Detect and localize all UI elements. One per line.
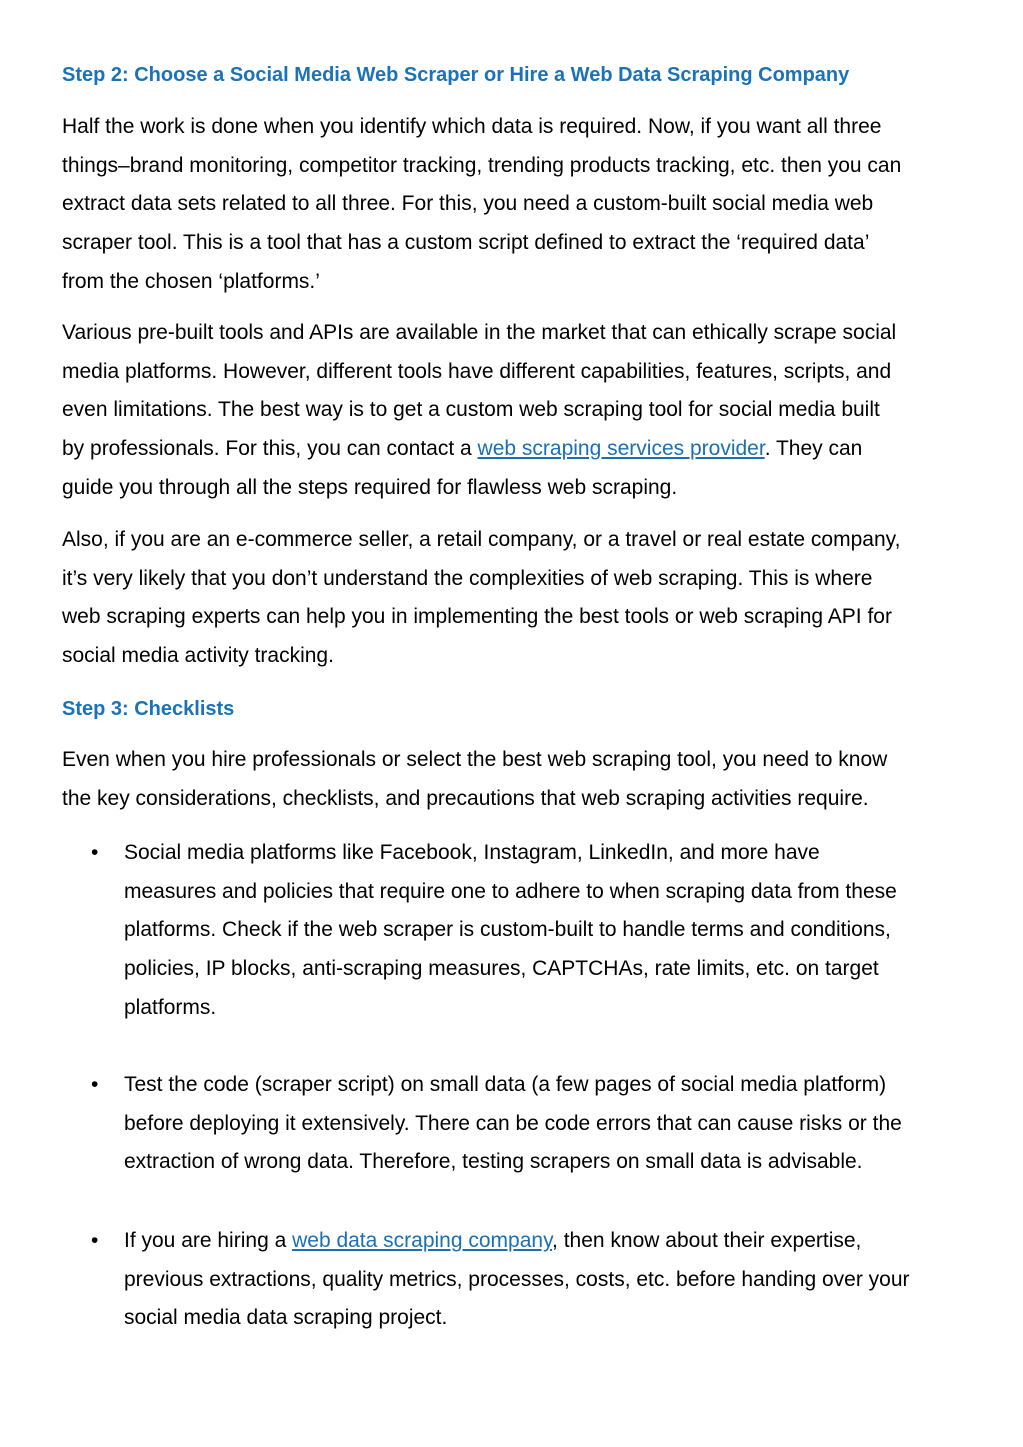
web-data-scraping-company-link[interactable]: web data scraping company [292, 1229, 553, 1252]
text-line: guide you through all the steps required for flawless web scraping. [62, 475, 678, 499]
step2-paragraph-1 [62, 108, 967, 302]
text-line: previous extractions, quality metrics, processes, costs, etc. before handing over your [124, 1267, 910, 1291]
text-line: Test the code (scraper script) on small data (a few pages of social media platform) [124, 1073, 887, 1096]
step2-paragraph-3 [62, 521, 967, 676]
text-line: web scraping experts can help you in implementing the best tools or web scraping API for [62, 605, 892, 629]
text-segment: by professionals. For this, you can contact a [62, 437, 478, 461]
text-line: media platforms. However, different tools have different capabilities, features, scripts, and [62, 359, 892, 383]
web-scraping-services-provider-link[interactable]: web scraping services provider [477, 437, 765, 461]
text-line: Various pre-built tools and APIs are available in the market that can ethically scrape social [62, 321, 897, 344]
text-line [124, 1222, 910, 1261]
text-line: platforms. [124, 995, 217, 1019]
text-line: scraper tool. This is a tool that has a custom script defined to extract the ‘required data’ [62, 231, 870, 255]
step2-heading: Step 2: Choose a Social Media Web Scraper or Hire a Web Data Scraping Company [62, 64, 850, 86]
text-line: social media activity tracking. [62, 644, 334, 668]
text-line: it’s very likely that you don’t understand the complexities of web scraping. This is where [62, 566, 873, 590]
text-line: policies, IP blocks, anti-scraping measures, CAPTCHAs, rate limits, etc. on target [124, 957, 879, 981]
text-line [62, 430, 967, 469]
bullet-icon: • [91, 1229, 99, 1252]
text-line: Also, if you are an e-commerce seller, a retail company, or a travel or real estate company, [62, 528, 901, 551]
bullet-icon: • [91, 1073, 99, 1096]
checklist-item-text [124, 1222, 910, 1338]
text-line: Half the work is done when you identify which data is required. Now, if you want all three [62, 115, 882, 138]
checklist-item-text [124, 1066, 902, 1182]
step3-intro-paragraph [62, 741, 967, 818]
text-line: extract data sets related to all three. For this, you need a custom-built social media web [62, 192, 874, 216]
text-line: social media data scraping project. [124, 1306, 448, 1330]
text-line: extraction of wrong data. Therefore, testing scrapers on small data is advisable. [124, 1150, 863, 1174]
text-line: from the chosen ‘platforms.’ [62, 269, 320, 293]
text-line: measures and policies that require one to adhere to when scraping data from these [124, 879, 897, 903]
step3-heading: Step 3: Checklists [62, 698, 235, 720]
bullet-icon: • [91, 841, 99, 864]
text-line: the key considerations, checklists, and precautions that web scraping activities require. [62, 786, 869, 810]
text-line: platforms. Check if the web scraper is custom-built to handle terms and conditions, [124, 918, 891, 942]
text-line: Even when you hire professionals or select the best web scraping tool, you need to know [62, 748, 888, 771]
text-segment: , then know about their expertise, [552, 1229, 862, 1252]
checklist-item-text [124, 834, 897, 1028]
text-segment: If you are hiring a [124, 1229, 293, 1252]
text-line: Social media platforms like Facebook, Instagram, LinkedIn, and more have [124, 841, 820, 864]
step2-paragraph-2 [62, 314, 967, 508]
text-line: even limitations. The best way is to get a custom web scraping tool for social media built [62, 398, 880, 422]
text-line: before deploying it extensively. There can be code errors that can cause risks or the [124, 1111, 902, 1135]
text-line: things–brand monitoring, competitor tracking, trending products tracking, etc. then you can [62, 153, 902, 177]
text-segment: . They can [764, 437, 863, 461]
